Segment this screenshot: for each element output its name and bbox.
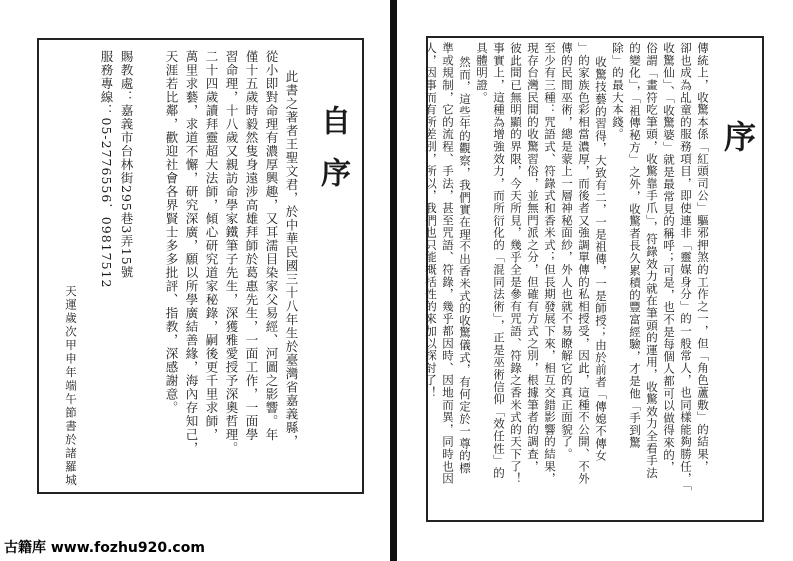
text-column: 事實上，這種為增強效力，而所衍化的「混同法術」，正是巫術信仰「效任性」的: [492, 42, 506, 480]
text-column: 的變化」，「祖傳秘方」之外，收驚者長久累積的豐富經驗，才是他「手到驚: [628, 42, 642, 449]
foreword-title: 序: [719, 120, 757, 174]
text-column: 僅十五歲時毅然隻身遠涉高雄拜師於葛惠先生，一面工作，一面學: [244, 50, 259, 442]
right-page: [397, 0, 793, 561]
text-column: 傳的民間巫術，總是蒙上一層神秘面紗，外人也就不易瞭解它的真正面貌了。: [560, 42, 574, 461]
text-column: 具體明證。: [475, 42, 489, 104]
text-column: 萬里求藝，求道不懈，研究深廣，願以所學廣結善緣，海內存知己，: [184, 50, 199, 455]
text-column: 除」的最大本錢。: [611, 42, 625, 141]
text-column: 然而，這些年的觀察，我們實在理不出香米式的收驚儀式，有何定於一尊的標: [458, 56, 472, 475]
text-column: 」的家族色彩相當濃厚，而後者又強調單傳的私相授受，因此，這種不公開、不外: [577, 42, 591, 485]
preface-title: 自序: [315, 105, 350, 209]
text-column: 俗謂「畫符吃筆頭，收驚靠手爪」，符錄效力就在筆頭的運用，收驚效力全看手法: [645, 42, 659, 480]
text-column: 人，因事而有所差別，所以，我們也只能概括性的來加以探討了！: [424, 42, 438, 399]
text-column: 卻也成為乩童的服務項目，即使連非「靈媒身分」的一般常人，也同樣能夠勝任，「: [679, 42, 693, 492]
contact-address: 賜教處：嘉義市台林街295巷3弄15號: [119, 50, 134, 280]
watermark-footer: 古籍库 www.fozhu920.com: [4, 540, 205, 556]
text-column: 傳統上，收驚本係「紅頭司公」驅邪押煞的工作之一，但「角色蘆敷」的結果，: [696, 42, 710, 473]
signature-line: 天運歲次甲申年端午節書於諸羅城: [64, 285, 78, 488]
text-column: 從小即對命理有濃厚興趣，又耳濡目染家父易經、河圖之影響。年: [264, 50, 279, 442]
text-column: 彼此間已無明顯的界限，今天所見，幾乎全是參有咒語、符錄之香米式的天下了！: [509, 42, 523, 485]
book-gutter: [390, 0, 397, 561]
text-column: 習命理，十八歲又親訪命學家鐵筆子先生，深獲雅愛授予深奧哲理。: [224, 50, 239, 455]
text-column: 現存台灣民間的收驚習俗，並無門派之分，但確有方式之別，根據筆者的調查，: [526, 42, 540, 473]
text-column: 準或規制，它的流程、手法，甚至咒語、符錄，幾乎都因時、因地而異，同時也因: [441, 42, 455, 485]
text-column: 收驚仙」、「收驚婆」就是最常見的稱呼；可是，也不是每個人都可以做得來的，: [662, 42, 676, 474]
text-column: 二十四歲讀拜靈超大法師，傾心研究道家秘錄，嗣後更千里求師，: [204, 50, 219, 442]
text-column: 至少有三種：咒語式、符錄式和香米式；但長期發展下來，相互交錯影響的結果，: [543, 42, 557, 485]
text-column: 收驚技藝的習得，大致有二，一是祖傳，一是師授；由於前者「傳媳不傳女: [594, 56, 608, 462]
text-column: 此書之著者王聖文君，於中華民國三十八年生於臺灣省嘉義縣，: [284, 70, 299, 448]
left-page: [0, 0, 390, 561]
text-column: 天涯若比鄰，歡迎社會各界賢士多多批評、指教，深感謝意。: [164, 50, 179, 415]
contact-phone: 服務專線：05-2776556．09817512: [99, 50, 114, 289]
